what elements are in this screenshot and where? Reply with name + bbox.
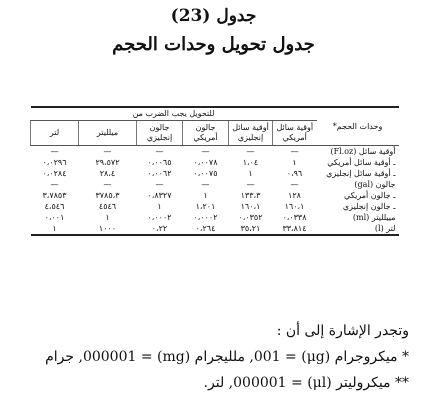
multiply-group-header: للتحويل يجب الضرب من [31, 107, 317, 121]
table-cell: — [50, 146, 59, 156]
table-row [31, 157, 399, 168]
table-cell: ٠،٠٣٥٢ [238, 212, 263, 222]
table-cell: ١٦٠،١ [240, 201, 261, 211]
row-unit-name: ـ أوقية سائل إنجليزي [326, 168, 396, 178]
note-microliters: ** ميكروليتر (μl) = 000001, لتر. [203, 375, 409, 391]
table-cell: ١،٢٠١ [195, 201, 216, 211]
table-cell: ٠،٠٢٨٤ [42, 168, 67, 178]
table-cell: — [155, 179, 164, 189]
table-row [31, 168, 399, 179]
table-cell: ٣٧٨٥،٣ [95, 190, 120, 200]
column-header: لتر [31, 121, 79, 146]
table-cell: ٣٥،٢١ [229, 223, 273, 235]
table-cell: — [246, 179, 255, 189]
table-cell: ١ [248, 168, 253, 178]
note-micrograms: * ميكروجرام (μg) = 001, ملليجرام (mg) = 000001, جرام [45, 349, 409, 365]
table-cell: ٠،٠٣٣٨ [282, 212, 307, 222]
table-cell: — [201, 146, 210, 156]
table-cell: — [103, 179, 112, 189]
column-header: ميلليتر [79, 121, 137, 146]
from-units-header: وحدات الحجم* [317, 107, 399, 146]
conversion-table-container [30, 106, 398, 236]
row-unit-name: جالون (gal) [354, 179, 396, 189]
table-row [31, 201, 399, 212]
table-cell: ٠،٨٣٢٧ [147, 190, 172, 200]
column-header: جالون إنجليزي [137, 121, 183, 146]
table-number: جدول (23) [170, 6, 257, 26]
table-cell: ٠،٠٠٦٢ [147, 168, 172, 178]
table-row [31, 190, 399, 201]
column-header: أوقية سائل أمريكي [273, 121, 317, 146]
table-cell: ٠،٩٦ [286, 168, 303, 178]
table-cell: ٣،٧٨٥٣ [42, 190, 67, 200]
table-cell: ٠،٠٠٧٨ [193, 157, 218, 167]
row-unit-name: لتر (l) [317, 223, 399, 235]
table-cell: ٤،٥٤٦ [44, 201, 65, 211]
row-unit-name: ـ جالون أمريكي [344, 190, 396, 200]
table-row [31, 146, 399, 158]
table-row [31, 179, 399, 190]
table-row [31, 212, 399, 223]
notes-section [9, 318, 409, 396]
table-row [31, 223, 399, 235]
table-cell: ١ [203, 190, 208, 200]
table-cell: — [290, 179, 299, 189]
table-cell: — [290, 146, 299, 156]
table-cell: ٣٣،٨١٤ [273, 223, 317, 235]
column-header: جالون أمريكي [183, 121, 229, 146]
table-cell: ٢٩،٥٧٢ [95, 157, 120, 167]
table-cell: ١ [31, 223, 79, 235]
table-cell: — [103, 146, 112, 156]
table-title: جدول تحويل وحدات الحجم [112, 34, 315, 55]
table-cell: ٠،٠٠٦٥ [147, 157, 172, 167]
table-cell: ١ [157, 201, 162, 211]
table-cell: ٠،٠٠١ [44, 212, 65, 222]
table-cell: ١٢٨ [288, 190, 301, 200]
table-cell: — [201, 179, 210, 189]
conversion-table [30, 106, 399, 236]
table-cell: ٠،٠٠٠٢ [193, 212, 218, 222]
table-cell: ٠،٢٦٤ [183, 223, 229, 235]
row-unit-name: مييلليتر (ml) [352, 212, 396, 222]
row-unit-name: ـ جالون إنجليزي [342, 201, 396, 211]
table-cell: ١،٠٤ [242, 157, 259, 167]
row-unit-name: أوقية سائل (Fl.oz) [330, 146, 396, 156]
table-cell: — [155, 146, 164, 156]
column-header: أوقية سائل إنجليزي [229, 121, 273, 146]
table-cell: ١٦٠،١ [284, 201, 305, 211]
table-cell: ١٠٠٠ [79, 223, 137, 235]
table-cell: ٠،٠٠٧٥ [193, 168, 218, 178]
table-body [31, 146, 399, 236]
table-cell: ١ [292, 157, 297, 167]
table-cell: ٠،٠٠٠٢ [147, 212, 172, 222]
table-cell: ١ [105, 212, 110, 222]
table-cell: ٠،٢٢ [137, 223, 183, 235]
row-unit-name: ـ أوقية سائل أمريكي [327, 157, 396, 167]
table-cell: — [246, 146, 255, 156]
notes-intro: وتجدر الإشارة إلى أن : [276, 323, 409, 339]
table-cell: ٠،٠٢٩٦ [42, 157, 67, 167]
table-cell: ١٣٣،٣ [240, 190, 261, 200]
table-cell: ٢٨،٤ [99, 168, 116, 178]
table-cell: — [50, 179, 59, 189]
table-cell: ٤٥٤٦ [98, 201, 117, 211]
